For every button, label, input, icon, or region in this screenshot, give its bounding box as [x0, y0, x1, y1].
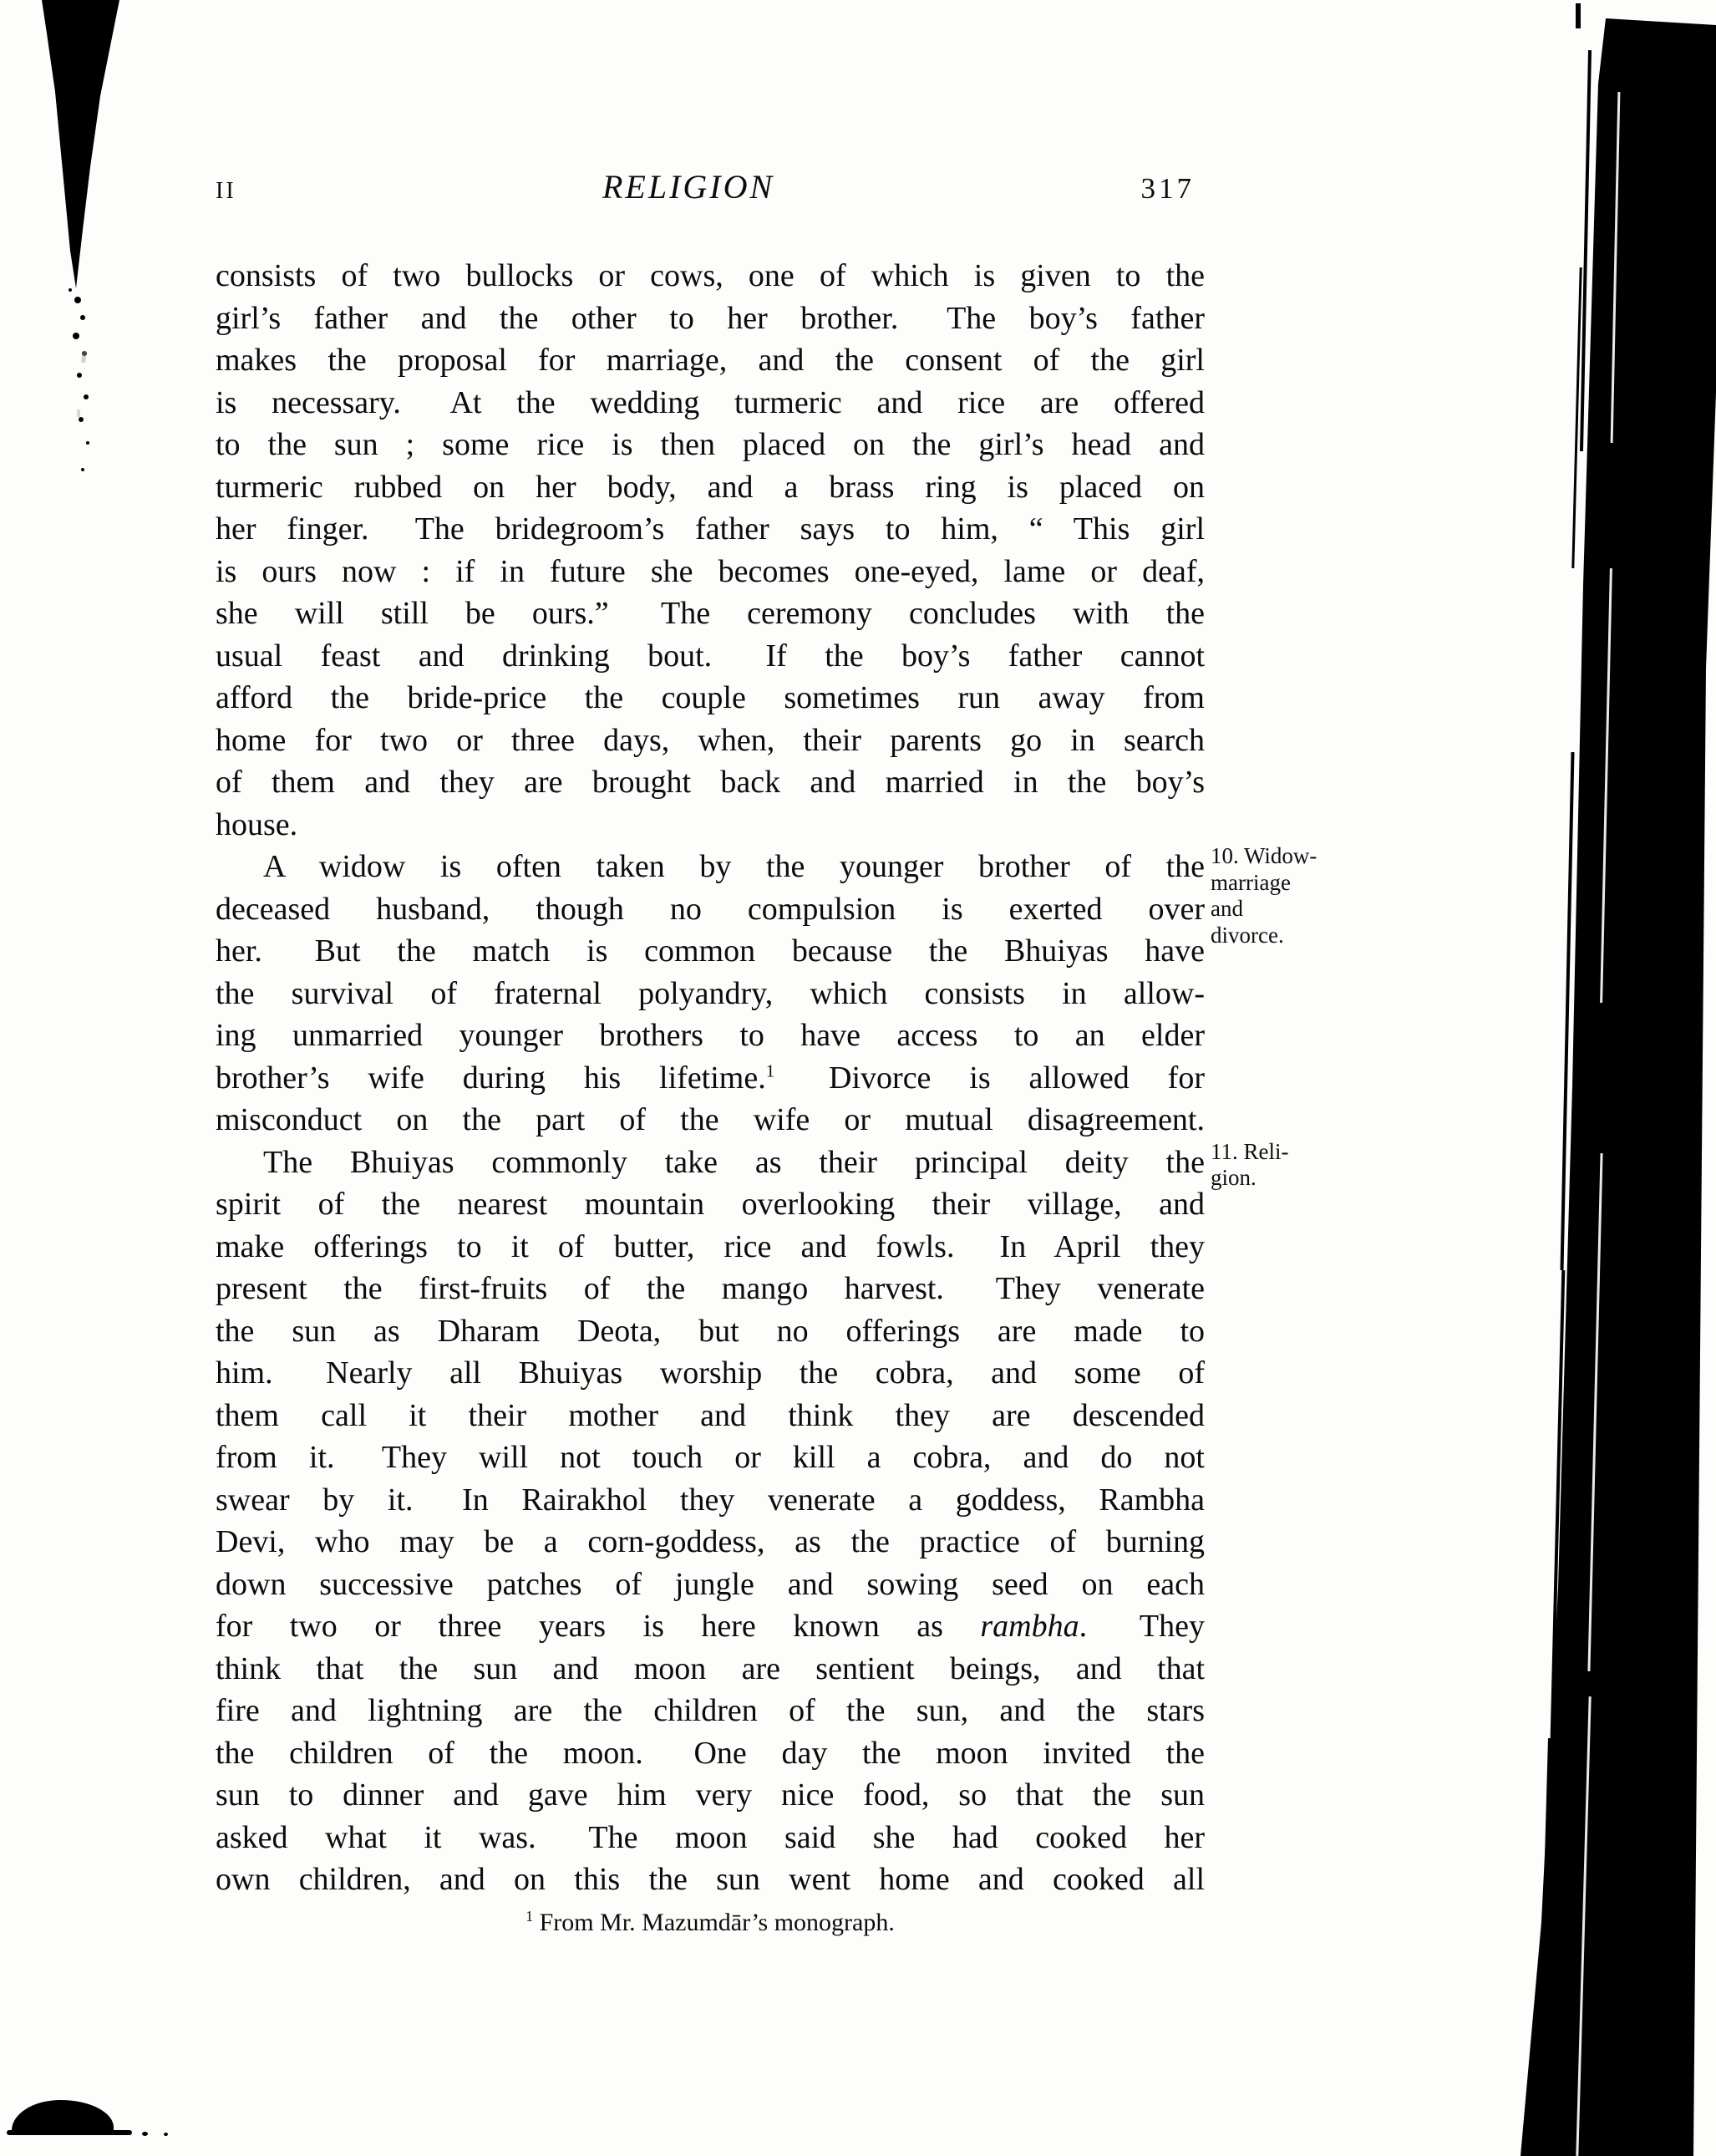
text-line: the survival of fraternal polyandry, which consists in allow-	[216, 975, 1205, 1011]
text-line: turmeric rubbed on her body, and a brass ring is placed on	[216, 469, 1205, 505]
page-number: 317	[1140, 172, 1195, 205]
scan-artifact-bottom-left-base	[7, 2130, 132, 2135]
text-line: Devi, who may be a corn-goddess, as the practice of burning	[216, 1524, 1205, 1559]
text-line: ing unmarried younger brothers to have access to an elder	[216, 1018, 1205, 1053]
text-line: afford the bride-price the couple sometimes run away from	[216, 680, 1205, 715]
text-line: home for two or three days, when, their parents go in search	[216, 722, 1205, 758]
text-line: present the first-fruits of the mango harvest. They venerate	[216, 1271, 1205, 1306]
text-line: is ours now : if in future she becomes one-eyed, lame or deaf,	[216, 553, 1205, 589]
scan-speck	[77, 409, 80, 417]
text-line: her finger. The bridegroom’s father says to him, “ This girl	[216, 511, 1205, 547]
margin-note: 11. Reli- gion.	[1211, 1138, 1289, 1190]
text-line: girl’s father and the other to her brother. The boy’s father	[216, 300, 1205, 336]
footnote-marker: 1	[525, 1908, 534, 1925]
text-line: house.	[216, 806, 298, 842]
text-line: deceased husband, though no compulsion is exerted over	[216, 891, 1205, 927]
footnote	[216, 1909, 1205, 1937]
text-line: own children, and on this the sun went home and cooked all	[216, 1862, 1205, 1897]
text-line: from it. They will not touch or kill a cobra, and do not	[216, 1440, 1205, 1475]
text-line: sun to dinner and gave him very nice food, so that the sun	[216, 1777, 1205, 1813]
scan-streak	[1576, 3, 1581, 28]
scan-artifact-speckles	[69, 288, 72, 292]
text-line: her. But the match is common because the Bhuiyas have	[216, 933, 1205, 969]
text-line: down successive patches of jungle and sowing seed on each	[216, 1566, 1205, 1602]
margin-note: 10. Widow- marriage and divorce.	[1211, 843, 1317, 948]
text-line: is necessary. At the wedding turmeric and rice are offered	[216, 384, 1205, 420]
text-line: think that the sun and moon are sentient beings, and that	[216, 1650, 1205, 1686]
text-line: she will still be ours.” The ceremony concludes with the	[216, 596, 1205, 631]
text-line: makes the proposal for marriage, and the consent of the girl	[216, 343, 1205, 378]
text-column	[216, 255, 1205, 1901]
scan-artifact-top-left-wedge	[0, 0, 134, 301]
text-line: the children of the moon. One day the moon invited the	[216, 1735, 1205, 1771]
text-line: for two or three years is here known as rambha. They	[216, 1609, 1205, 1644]
text-line: brother’s wife during his lifetime.$^1$ Divorce is allowed for	[216, 1060, 1205, 1096]
text-line: him. Nearly all Bhuiyas worship the cobra, and some of	[216, 1355, 1205, 1391]
text-line: of them and they are brought back and married in the boy’s	[216, 765, 1205, 800]
scan-speck	[81, 351, 87, 364]
text-line: to the sun ; some rice is then placed on the girl’s head and	[216, 427, 1205, 462]
scan-artifact-dot	[142, 2132, 148, 2136]
text-line: usual feast and drinking bout. If the boy’s father cannot	[216, 638, 1205, 674]
text-line: asked what it was. The moon said she had cooked her	[216, 1819, 1205, 1855]
chapter-numeral: II	[216, 178, 236, 204]
running-title: RELIGION	[602, 168, 775, 206]
text-line: The Bhuiyas commonly take as their principal deity the	[263, 1144, 1205, 1180]
page-header	[216, 167, 1205, 206]
text-line: swear by it. In Rairakhol they venerate a goddess, Rambha	[216, 1482, 1205, 1518]
text-line: the sun as Dharam Deota, but no offerings are made to	[216, 1313, 1205, 1349]
scan-artifact-binding-band	[1504, 0, 1716, 2156]
text-line: consists of two bullocks or cows, one of which is given to the	[216, 258, 1205, 293]
text-line: fire and lightning are the children of the sun, and the stars	[216, 1693, 1205, 1728]
text-line: A widow is often taken by the younger brother of the	[263, 849, 1205, 884]
text-line: them call it their mother and think they are descended	[216, 1397, 1205, 1433]
text-line: spirit of the nearest mountain overlooking their village, and	[216, 1187, 1205, 1222]
scan-artifact-dot	[164, 2133, 168, 2136]
text-line: misconduct on the part of the wife or mutual disagreement.	[216, 1102, 1205, 1137]
text-line: make offerings to it of butter, rice and fowls. In April they	[216, 1228, 1205, 1264]
footnote-text: From Mr. Mazumdār’s monograph.	[533, 1909, 895, 1936]
